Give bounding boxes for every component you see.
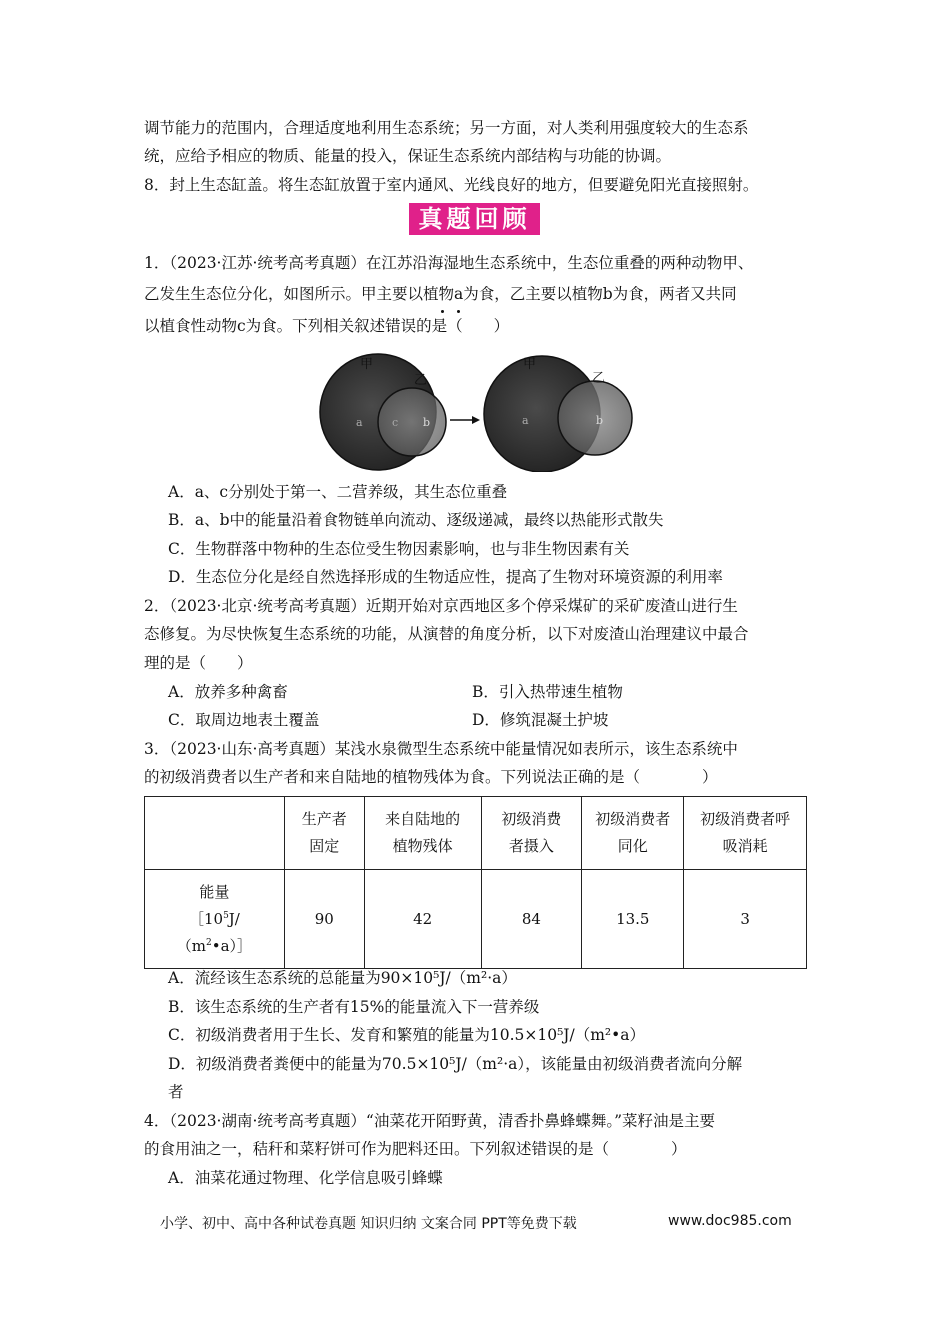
label-b-right: b	[596, 414, 604, 427]
niche-differentiation-figure	[310, 352, 670, 472]
table-corner-cell	[145, 797, 285, 870]
q2-stem-line-2: 态修复。为尽快恢复生态系统的功能，从演替的角度分析，以下对废渣山治理建议中最合	[144, 625, 749, 643]
table-header-cell: 初级消费 者摄入	[481, 797, 582, 870]
q2-stem-line-1: 2．（2023·北京·统考高考真题）近期开始对京西地区多个停采煤矿的采矿废渣山进行生	[144, 597, 738, 615]
q1-stem-line-3: 以植食性动物c为食。下列相关叙述错误的是（ ）	[144, 317, 510, 335]
table-header-row	[145, 797, 807, 870]
emphasis-dot	[457, 310, 460, 313]
q1-option-b: B．a、b中的能量沿着食物链单向流动、逐级递减，最终以热能形式散失	[168, 511, 664, 529]
intro-line-1: 调节能力的范围内，合理适度地利用生态系统；另一方面，对人类利用强度较大的生态系	[144, 119, 749, 137]
q2-option-c: C．取周边地表土覆盖	[168, 711, 320, 729]
q3-stem-line-1: 3．（2023·山东·高考真题）某浅水泉微型生态系统中能量情况如表所示，该生态系统中	[144, 740, 738, 758]
row-label-unit-2: $(m^2•a)]$	[176, 936, 253, 955]
species-yi-circle-after	[558, 381, 632, 455]
q1-stem-line-1: 1．（2023·江苏·统考高考真题）在江苏沿海湿地生态系统中，生态位重叠的两种动物甲、	[144, 254, 754, 272]
footer-url[interactable]: www.doc985.com	[668, 1213, 792, 1229]
table-cell: 13.5	[582, 870, 684, 969]
table-header-cell: 生产者 固定	[284, 797, 364, 870]
q3-option-a: A．流经该生态系统的总能量为90×10⁵J/（m²·a）	[168, 969, 517, 987]
table-header-cell: 初级消费者 同化	[582, 797, 684, 870]
q3-option-d-line-1: D．初级消费者粪便中的能量为70.5×10⁵J/（m²·a），该能量由初级消费者流向分解	[168, 1055, 743, 1073]
q1-stem-line-2: 乙发生生态位分化，如图所示。甲主要以植物a为食，乙主要以植物b为食，两者又共同	[144, 285, 737, 303]
footer-text: 小学、初中、高中各种试卷真题 知识归纳 文案合同 PPT等免费下载	[160, 1216, 577, 1232]
q2-option-a: A．放养多种禽畜	[168, 683, 288, 701]
q3-option-c: C．初级消费者用于生长、发育和繁殖的能量为10.5×10⁵J/（m²•a）	[168, 1026, 646, 1044]
label-jia-left: 甲	[360, 357, 374, 372]
species-yi-circle-before	[378, 388, 446, 456]
table-cell: 90	[284, 870, 364, 969]
label-jia-right: 甲	[523, 357, 537, 372]
table-cell: 3	[684, 870, 807, 969]
table-header-cell: 来自陆地的 植物残体	[364, 797, 481, 870]
emphasis-dot	[441, 310, 444, 313]
intro-line-3: 8．封上生态缸盖。将生态缸放置于室内通风、光线良好的地方，但要避免阳光直接照射。	[144, 176, 759, 194]
q3-option-d-line-2: 者	[168, 1083, 184, 1101]
q3-stem-line-2: 的初级消费者以生产者和来自陆地的植物残体为食。下列说法正确的是（ ）	[144, 768, 718, 786]
label-yi-right: 乙	[592, 371, 606, 386]
energy-table	[144, 796, 807, 969]
arrow-head	[472, 416, 480, 424]
table-header-cell: 初级消费者呼 吸消耗	[684, 797, 807, 870]
q4-option-a: A．油菜花通过物理、化学信息吸引蜂蝶	[168, 1169, 443, 1187]
label-b-left: b	[423, 416, 431, 429]
q3-option-b: B．该生态系统的生产者有15%的能量流入下一营养级	[168, 998, 540, 1016]
table-cell: 42	[364, 870, 481, 969]
label-c-left: c	[392, 416, 399, 429]
table-row	[145, 870, 807, 969]
q4-stem-line-2: 的食用油之一，秸秆和菜籽饼可作为肥料还田。下列叙述错误的是（ ）	[144, 1140, 687, 1158]
q1-option-c: C．生物群落中物种的生态位受生物因素影响，也与非生物因素有关	[168, 540, 630, 558]
label-a-left: a	[356, 416, 363, 429]
row-label-name: 能量	[199, 882, 230, 901]
intro-line-2: 统，应给予相应的物质、能量的投入，保证生态系统内部结构与功能的协调。	[144, 147, 672, 165]
q2-option-b: B．引入热带速生植物	[472, 683, 623, 701]
table-cell: 84	[481, 870, 582, 969]
table-row-label	[145, 870, 285, 969]
q4-stem-line-1: 4．（2023·湖南·统考高考真题）“油菜花开陌野黄，清香扑鼻蜂蝶舞。”菜籽油是主要	[144, 1112, 716, 1130]
q2-option-d: D．修筑混凝土护坡	[472, 711, 609, 729]
section-banner: 真题回顾	[409, 203, 540, 235]
q1-option-d: D．生态位分化是经自然选择形成的生物适应性，提高了生物对环境资源的利用率	[168, 568, 723, 586]
label-yi-left: 乙	[414, 373, 428, 388]
q2-stem-line-3: 理的是（ ）	[144, 654, 253, 672]
label-a-right: a	[522, 414, 529, 427]
q1-option-a: A．a、c分别处于第一、二营养级，其生态位重叠	[168, 483, 508, 501]
page-footer	[160, 1213, 792, 1233]
row-label-unit-1: $[10^5J/$	[188, 909, 240, 928]
